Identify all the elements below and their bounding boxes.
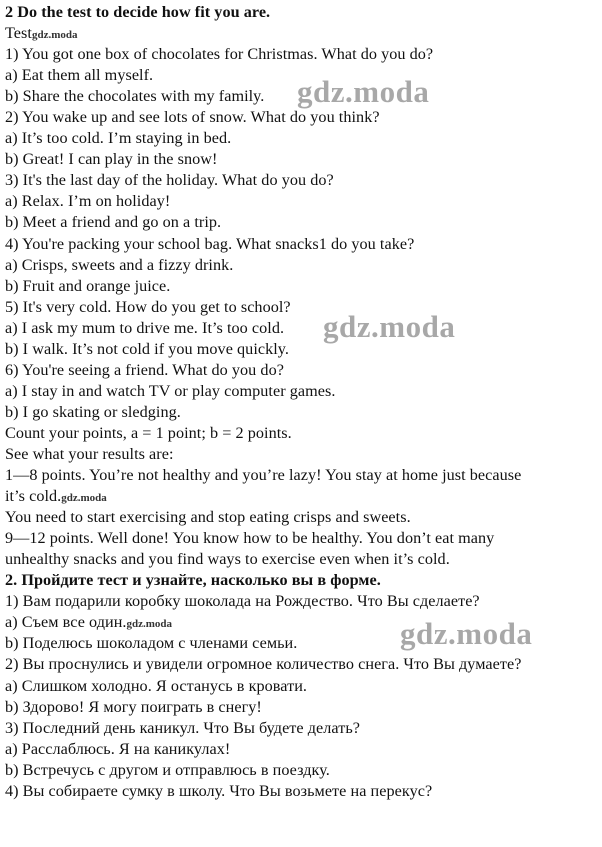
exercise-page bbox=[5, 2, 599, 802]
question-2: 2) You wake up and see lots of snow. What do you think? bbox=[5, 108, 380, 127]
result-high-line-2: unhealthy snacks and you find ways to exercise even when it’s cold. bbox=[5, 550, 450, 569]
answer-6b: b) I go skating or sledging. bbox=[5, 402, 181, 421]
answer-1b-ru: b) Поделюсь шоколадом с членами семьи. bbox=[5, 634, 298, 653]
test-label: Test bbox=[5, 24, 32, 43]
watermark-large-1: gdz.moda bbox=[297, 74, 430, 109]
exercise-heading-en: 2 Do the test to decide how fit you are. bbox=[5, 3, 271, 21]
answer-3a: a) Relax. I’m on holiday! bbox=[5, 192, 171, 211]
watermark-small-2: gdz.moda bbox=[61, 492, 107, 505]
answer-4a: a) Crisps, sweets and a fizzy drink. bbox=[5, 255, 234, 274]
question-3: 3) It's the last day of the holiday. What do you do? bbox=[5, 171, 334, 190]
answer-3b: b) Meet a friend and go on a trip. bbox=[5, 213, 222, 232]
answer-2b: b) Great! I can play in the snow! bbox=[5, 150, 218, 169]
result-low-line-2: it’s cold. bbox=[5, 487, 62, 506]
question-1-ru: 1) Вам подарили коробку шоколада на Рождество. Что Вы сделаете? bbox=[5, 592, 480, 611]
results-intro: See what your results are: bbox=[5, 444, 174, 463]
answer-5a: a) I ask my mum to drive me. It’s too cold. bbox=[5, 318, 285, 337]
exercise-heading-ru: 2. Пройдите тест и узнайте, насколько вы в форме. bbox=[5, 571, 381, 590]
result-low-line-1: 1—8 points. You’re not healthy and you’re lazy! You stay at home just because bbox=[5, 466, 522, 485]
question-6: 6) You're seeing a friend. What do you do? bbox=[5, 360, 284, 379]
question-5: 5) It's very cold. How do you get to school? bbox=[5, 297, 291, 316]
result-low-line-3: You need to start exercising and stop eating crisps and sweets. bbox=[5, 508, 411, 527]
watermark-small-3: gdz.moda bbox=[126, 618, 173, 631]
answer-1a-ru-row bbox=[5, 612, 599, 633]
answer-6a: a) I stay in and watch TV or play computer games. bbox=[5, 381, 336, 400]
answer-4b: b) Fruit and orange juice. bbox=[5, 276, 171, 295]
answer-3b-ru: b) Встречусь с другом и отправлюсь в поездку. bbox=[5, 760, 330, 779]
test-title bbox=[5, 23, 599, 44]
result-low-line-2-row bbox=[5, 486, 599, 507]
answer-1a-ru: а) Съем все один. bbox=[5, 613, 127, 632]
result-high-line-1: 9—12 points. Well done! You know how to be healthy. You don’t eat many bbox=[5, 529, 495, 548]
question-3-ru: 3) Последний день каникул. Что Вы будете делать? bbox=[5, 718, 361, 737]
answer-2a: a) It’s too cold. I’m staying in bed. bbox=[5, 129, 232, 148]
question-4: 4) You're packing your school bag. What snacks1 do you take? bbox=[5, 234, 415, 253]
scoring-rule: Count your points, a = 1 point; b = 2 points. bbox=[5, 423, 292, 442]
watermark-large-3: gdz.moda bbox=[400, 616, 533, 651]
answer-2b-ru: b) Здорово! Я могу поиграть в снегу! bbox=[5, 697, 262, 716]
answer-1b: b) Share the chocolates with my family. bbox=[5, 87, 265, 106]
question-4-ru: 4) Вы собираете сумку в школу. Что Вы возьмете на перекус? bbox=[5, 781, 433, 800]
watermark-large-2: gdz.moda bbox=[323, 309, 456, 344]
answer-5b: b) I walk. It’s not cold if you move quickly. bbox=[5, 339, 289, 358]
question-1: 1) You got one box of chocolates for Christmas. What do you do? bbox=[5, 45, 434, 64]
question-2-ru: 2) Вы проснулись и увидели огромное количество снега. Что Вы думаете? bbox=[5, 655, 522, 674]
watermark-small: gdz.moda bbox=[31, 29, 78, 42]
answer-2a-ru: а) Слишком холодно. Я останусь в кровати. bbox=[5, 676, 308, 695]
answer-3a-ru: а) Расслаблюсь. Я на каникулах! bbox=[5, 739, 231, 758]
answer-1a: a) Eat them all myself. bbox=[5, 66, 154, 85]
